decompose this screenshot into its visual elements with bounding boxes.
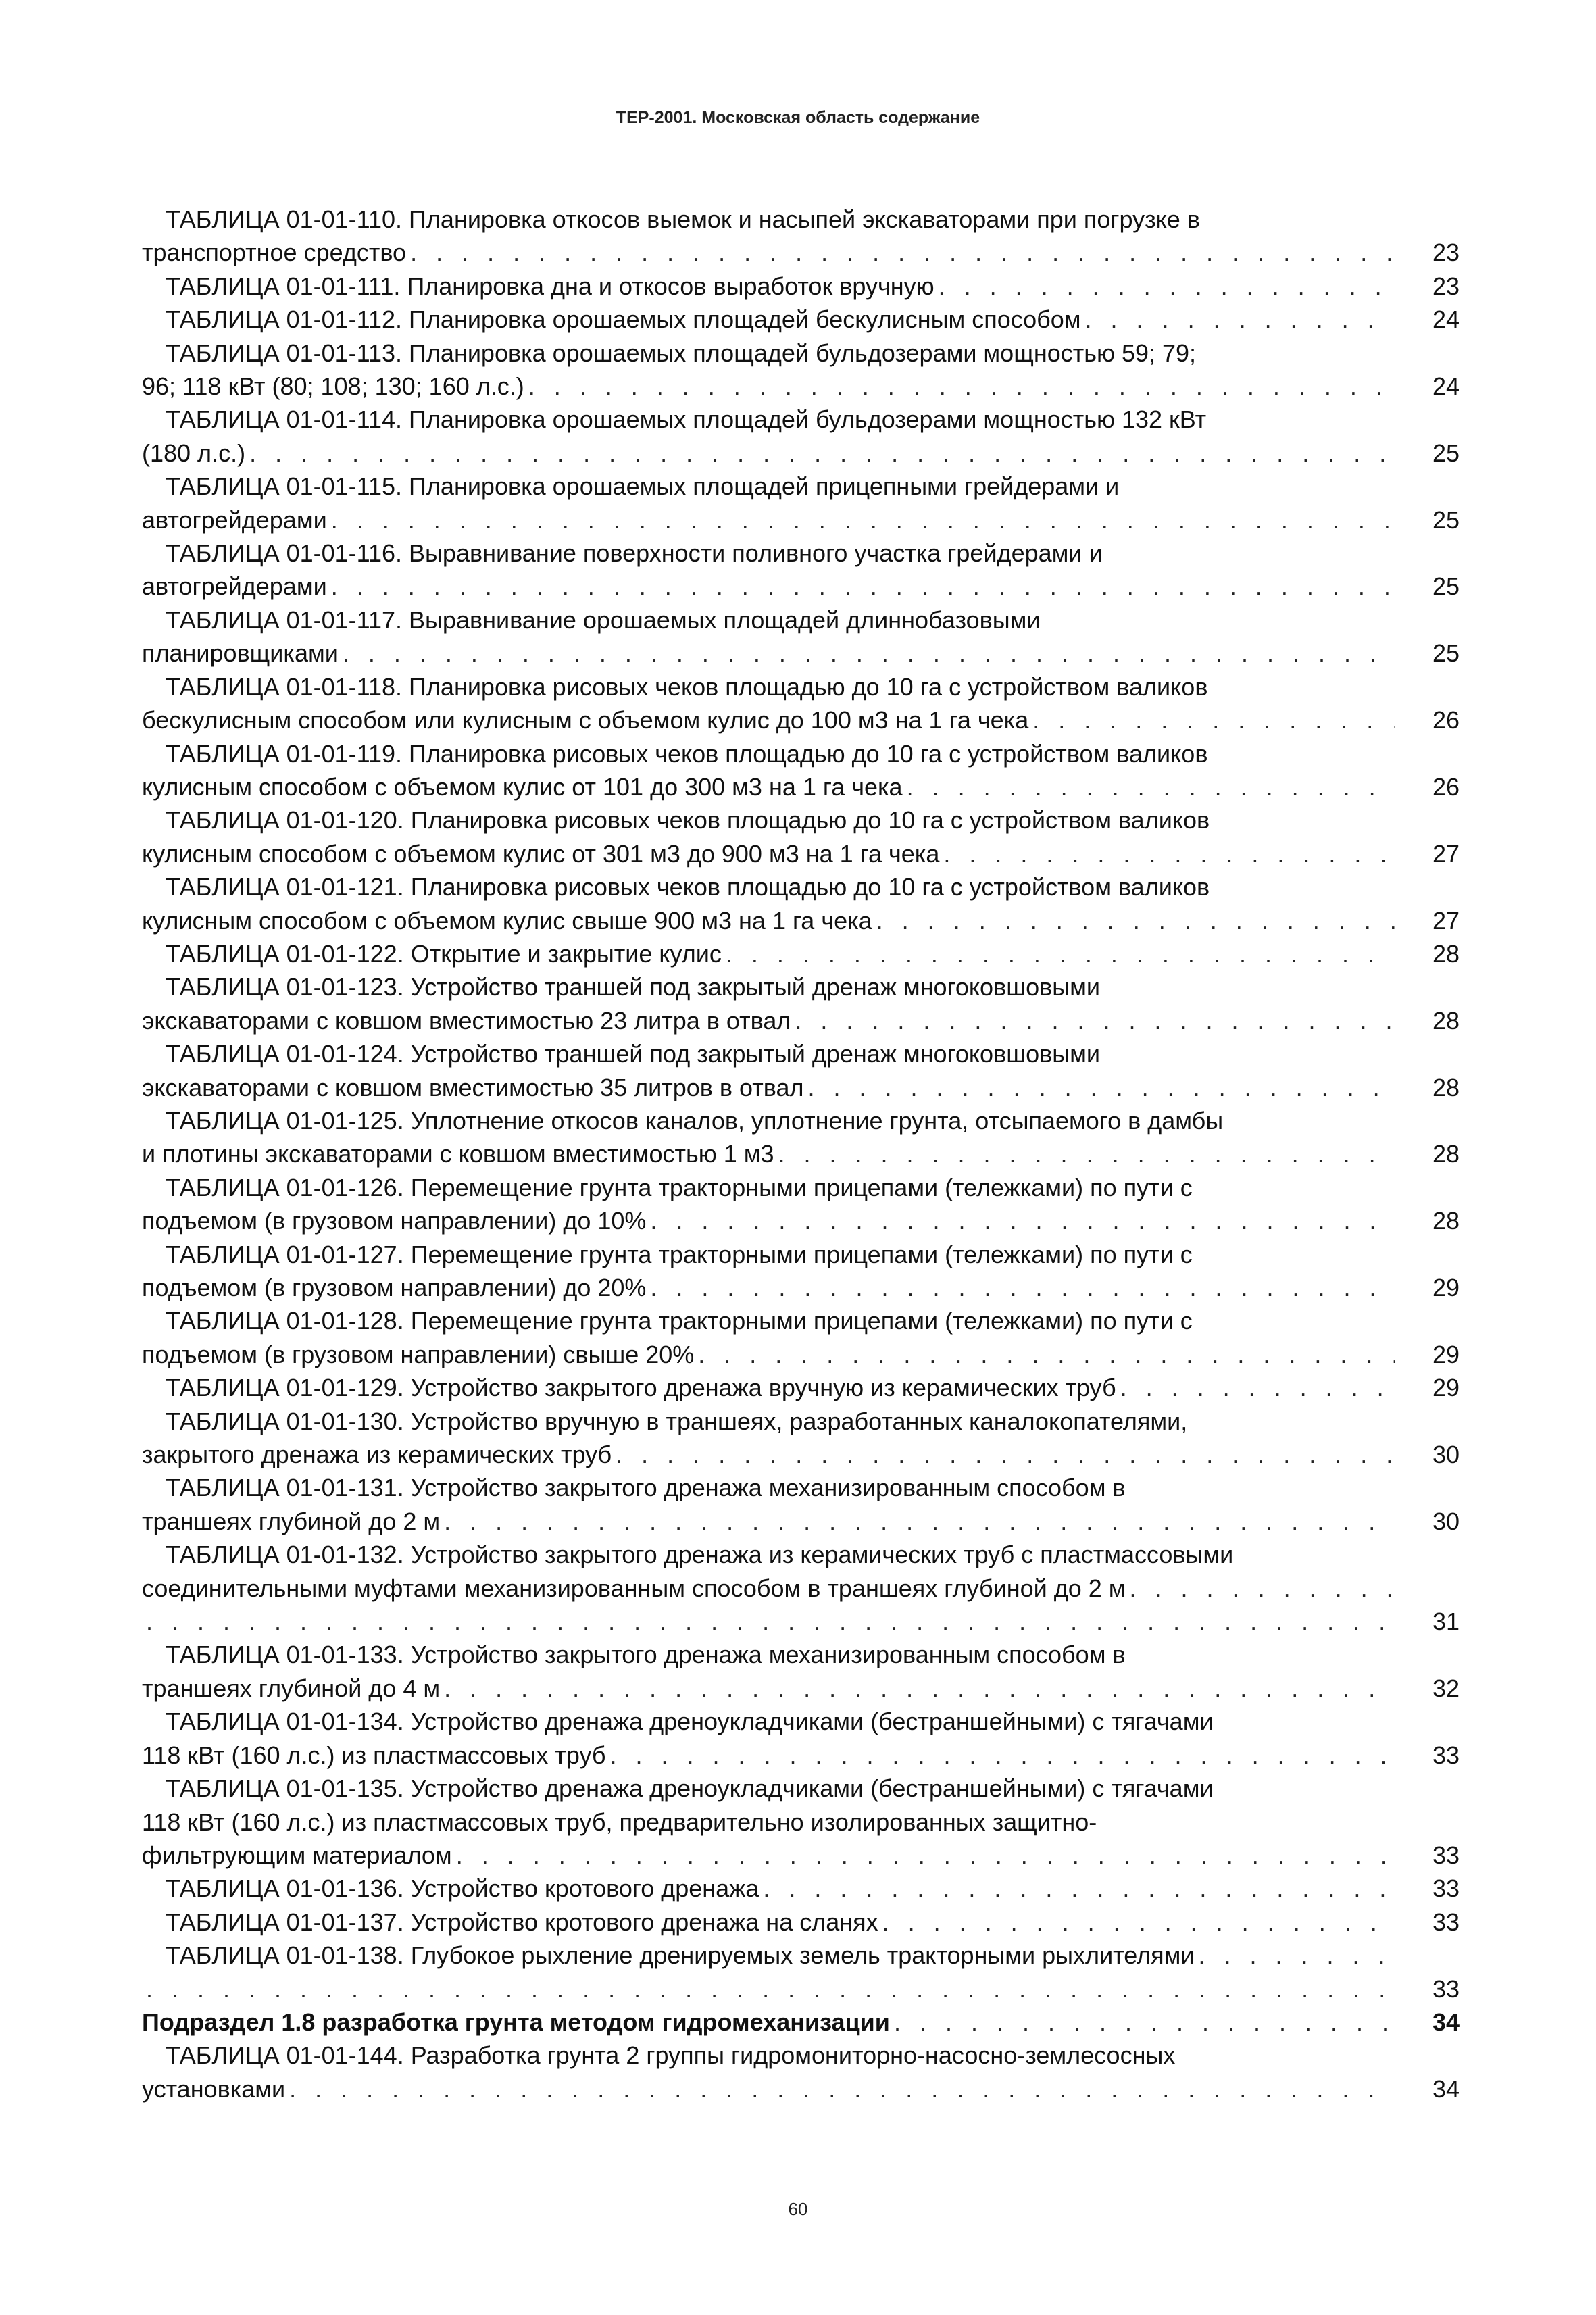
toc-page-number: 33 xyxy=(1432,1741,1460,1769)
toc-entry-text: подъемом (в грузовом направлении) до 20% xyxy=(142,1274,647,1301)
toc-entry-text: фильтрующим материалом xyxy=(142,1841,452,1869)
toc-page-number: 28 xyxy=(1432,1140,1460,1168)
toc-entry-line xyxy=(142,770,1460,803)
toc-entry-text: ТАБЛИЦА 01-01-123. Устройство траншей под закрытый дренаж многоковшовыми xyxy=(166,973,1100,1001)
toc-entry-line xyxy=(142,337,1460,370)
toc-entry-line xyxy=(142,603,1460,637)
toc-entry-text: и плотины экскаваторами с ковшом вместимостью 1 м3 xyxy=(142,1140,774,1168)
dot-leader xyxy=(808,1071,1395,1104)
dot-leader xyxy=(1032,703,1395,737)
toc-entry-line xyxy=(142,1705,1460,1738)
dot-leader xyxy=(1085,303,1395,336)
page-header: ТЕР-2001. Московская область содержание xyxy=(616,108,980,127)
toc-page-number: 33 xyxy=(1432,1841,1460,1869)
dot-leader xyxy=(1130,1572,1395,1605)
toc-page-number: 23 xyxy=(1432,272,1460,300)
toc-page-number: 28 xyxy=(1432,1006,1460,1035)
toc-entry-line xyxy=(142,970,1460,1003)
dot-leader xyxy=(763,1872,1395,1905)
toc-entry-text: ТАБЛИЦА 01-01-121. Планировка рисовых чеков площадью до 10 га с устройством валиков xyxy=(166,873,1210,901)
toc-entry[interactable] xyxy=(142,203,1460,270)
toc-entry-text: ТАБЛИЦА 01-01-131. Устройство закрытого дренажа механизированным способом в xyxy=(166,1474,1126,1502)
toc-entry[interactable] xyxy=(142,970,1460,1037)
toc-entry-text: ТАБЛИЦА 01-01-144. Разработка грунта 2 группы гидромониторно-насосно-землесосных xyxy=(166,2041,1176,2070)
toc-entry[interactable] xyxy=(142,1238,1460,1305)
toc-entry-line xyxy=(142,2039,1460,2072)
toc-entry-text: ТАБЛИЦА 01-01-112. Планировка орошаемых площадей бескулисным способом xyxy=(166,305,1081,334)
dot-leader xyxy=(249,437,1395,470)
toc-entry-line xyxy=(142,737,1460,770)
toc-entry-line xyxy=(142,637,1460,670)
toc-page-number: 30 xyxy=(1432,1441,1460,1469)
toc-page-number: 27 xyxy=(1432,906,1460,935)
toc-entry-text: ТАБЛИЦА 01-01-115. Планировка орошаемых площадей прицепными грейдерами и xyxy=(166,472,1120,501)
toc-entry-text: установками xyxy=(142,2074,286,2103)
toc-page-number: 29 xyxy=(1432,1374,1460,1402)
toc-page-number: 23 xyxy=(1432,239,1460,267)
toc-entry-line xyxy=(142,236,1460,269)
toc-entry-text: ТАБЛИЦА 01-01-138. Глубокое рыхление дренируемых земель тракторными рыхлителями xyxy=(166,1941,1195,1970)
toc-entry-text: кулисным способом с объемом кулис от 301 м3 до 900 м3 на 1 га чека xyxy=(142,839,940,868)
toc-entry-text: ТАБЛИЦА 01-01-111. Планировка дна и откосов выработок вручную xyxy=(166,272,934,300)
toc-page-number: 33 xyxy=(1432,1974,1460,2003)
toc-entry-line xyxy=(142,1137,1460,1170)
toc-entry-text: планировщиками xyxy=(142,639,339,668)
toc-page-number: 31 xyxy=(1432,1608,1460,1636)
dot-leader xyxy=(778,1137,1395,1170)
toc-entry-line xyxy=(142,1939,1460,1972)
dot-leader xyxy=(609,1739,1395,1772)
toc-entry-text: ТАБЛИЦА 01-01-128. Перемещение грунта тракторными прицепами (тележками) по пути с xyxy=(166,1307,1193,1335)
dot-leader xyxy=(410,236,1395,269)
dot-leader xyxy=(528,370,1395,403)
toc-entry[interactable] xyxy=(142,937,1460,970)
toc-entry[interactable] xyxy=(142,403,1460,470)
toc-entry-text: (180 л.с.) xyxy=(142,439,246,467)
dot-leader xyxy=(1198,1939,1395,1972)
toc-entry-line xyxy=(142,1605,1460,1638)
dot-leader xyxy=(726,937,1395,970)
toc-entry-line xyxy=(142,2072,1460,2106)
toc-entry-line xyxy=(142,870,1460,903)
dot-leader xyxy=(616,1438,1395,1471)
toc-page-number: 25 xyxy=(1432,439,1460,467)
toc-entry[interactable] xyxy=(142,1638,1460,1705)
toc-entry-text: траншеях глубиной до 4 м xyxy=(142,1674,441,1702)
toc-entry-text: ТАБЛИЦА 01-01-129. Устройство закрытого дренажа вручную из керамических труб xyxy=(166,1374,1116,1402)
toc-entry-line xyxy=(142,1906,1460,1939)
toc-entry-text: кулисным способом с объемом кулис свыше 900 м3 на 1 га чека xyxy=(142,906,872,935)
toc-entry-text: автогрейдерами xyxy=(142,572,327,601)
toc-entry-line xyxy=(142,1772,1460,1805)
toc-page-number: 30 xyxy=(1432,1507,1460,1535)
toc-entry-text: ТАБЛИЦА 01-01-110. Планировка откосов выемок и насыпей экскаваторами при погрузке в xyxy=(166,205,1200,233)
toc-entry-line xyxy=(142,437,1460,470)
toc-page-number: 27 xyxy=(1432,839,1460,868)
toc-page-number: 25 xyxy=(1432,639,1460,668)
toc-entry[interactable] xyxy=(142,1906,1460,1939)
dot-leader xyxy=(876,904,1395,937)
toc-entry-text: закрытого дренажа из керамических труб xyxy=(142,1441,612,1469)
toc-page-number: 28 xyxy=(1432,1073,1460,1101)
toc-entry-line xyxy=(142,403,1460,436)
toc-entry[interactable] xyxy=(142,1037,1460,1104)
toc-entry-text: ТАБЛИЦА 01-01-122. Открытие и закрытие кулис xyxy=(166,939,722,968)
toc-entry-line xyxy=(142,904,1460,937)
toc-entry-line xyxy=(142,1872,1460,1905)
toc-entry-line xyxy=(142,1839,1460,1872)
toc-entry-text: ТАБЛИЦА 01-01-116. Выравнивание поверхности поливного участка грейдерами и xyxy=(166,539,1103,568)
toc-entry-line xyxy=(142,1004,1460,1037)
dot-leader xyxy=(331,503,1395,537)
dot-leader xyxy=(146,1605,1395,1638)
toc-entry[interactable] xyxy=(142,670,1460,737)
toc-entry[interactable] xyxy=(142,1538,1460,1638)
toc-page-number: 25 xyxy=(1432,572,1460,601)
dot-leader xyxy=(444,1672,1395,1705)
toc-entry-line xyxy=(142,1171,1460,1204)
toc-page-number: 28 xyxy=(1432,939,1460,968)
toc-entry-line xyxy=(142,803,1460,837)
toc-entry-line xyxy=(142,1104,1460,1137)
toc-entry-text: 118 кВт (160 л.с.) из пластмассовых труб, предварительно изолированных защитно- xyxy=(142,1808,1097,1836)
dot-leader xyxy=(650,1271,1395,1304)
toc-page-number: 33 xyxy=(1432,1874,1460,1903)
toc-page-number: 25 xyxy=(1432,505,1460,534)
toc-entry-line xyxy=(142,703,1460,737)
toc-entry[interactable] xyxy=(142,1872,1460,1905)
toc-entry-line xyxy=(142,537,1460,570)
toc-entry-text: экскаваторами с ковшом вместимостью 35 литров в отвал xyxy=(142,1073,804,1101)
toc-entry-text: траншеях глубиной до 2 м xyxy=(142,1507,441,1535)
toc-entry-text: ТАБЛИЦА 01-01-136. Устройство кротового дренажа xyxy=(166,1874,759,1903)
toc-entry-line xyxy=(142,1238,1460,1271)
toc-entry[interactable] xyxy=(142,1371,1460,1404)
toc-page-number: 29 xyxy=(1432,1274,1460,1301)
toc-page-number: 32 xyxy=(1432,1674,1460,1702)
toc-entry[interactable] xyxy=(142,2039,1460,2106)
toc-entry-line xyxy=(142,1271,1460,1304)
toc-page-number: 26 xyxy=(1432,772,1460,801)
toc-entry-line xyxy=(142,1638,1460,1671)
toc-entry[interactable] xyxy=(142,337,1460,403)
toc-entry[interactable] xyxy=(142,803,1460,870)
toc-entry-text: экскаваторами с ковшом вместимостью 23 литра в отвал xyxy=(142,1006,791,1035)
toc-entry-text: транспортное средство xyxy=(142,239,407,267)
toc-entry-line xyxy=(142,1037,1460,1070)
table-of-contents xyxy=(142,203,1460,2106)
toc-entry-line xyxy=(142,1471,1460,1504)
toc-page-number: 28 xyxy=(1432,1207,1460,1235)
toc-entry-line xyxy=(142,1972,1460,2006)
toc-entry-line xyxy=(142,1071,1460,1104)
toc-entry-text: ТАБЛИЦА 01-01-127. Перемещение грунта тракторными прицепами (тележками) по пути с xyxy=(166,1240,1193,1268)
toc-entry-text: соединительными муфтами механизированным способом в траншеях глубиной до 2 м xyxy=(142,1574,1126,1602)
toc-entry-line xyxy=(142,470,1460,503)
toc-page-number: 29 xyxy=(1432,1340,1460,1368)
toc-entry[interactable] xyxy=(142,1304,1460,1371)
toc-entry[interactable] xyxy=(142,1772,1460,1872)
toc-entry-text: кулисным способом с объемом кулис от 101 до 300 м3 на 1 га чека xyxy=(142,772,903,801)
dot-leader xyxy=(444,1505,1395,1538)
toc-entry-text: ТАБЛИЦА 01-01-124. Устройство траншей под закрытый дренаж многоковшовыми xyxy=(166,1040,1100,1068)
toc-entry-line xyxy=(142,1672,1460,1705)
toc-entry-text: 96; 118 кВт (80; 108; 130; 160 л.с.) xyxy=(142,372,524,401)
toc-entry-line xyxy=(142,1338,1460,1371)
toc-entry-line xyxy=(142,1538,1460,1571)
toc-entry-line xyxy=(142,303,1460,336)
toc-entry-line xyxy=(142,1304,1460,1337)
toc-entry-text: ТАБЛИЦА 01-01-119. Планировка рисовых чеков площадью до 10 га с устройством валиков xyxy=(166,739,1208,768)
toc-entry-line xyxy=(142,203,1460,236)
toc-entry-text: ТАБЛИЦА 01-01-135. Устройство дренажа дреноукладчиками (бестраншейными) с тягачами xyxy=(166,1774,1214,1803)
toc-entry-text: ТАБЛИЦА 01-01-120. Планировка рисовых чеков площадью до 10 га с устройством валиков xyxy=(166,806,1210,835)
toc-entry-text: автогрейдерами xyxy=(142,505,327,534)
toc-entry-text: подъемом (в грузовом направлении) до 10% xyxy=(142,1207,647,1235)
toc-entry-line xyxy=(142,570,1460,603)
toc-page-number: 24 xyxy=(1432,372,1460,401)
toc-entry-text: ТАБЛИЦА 01-01-137. Устройство кротового дренажа на сланях xyxy=(166,1908,878,1936)
toc-page-number: 24 xyxy=(1432,305,1460,334)
toc-entry[interactable] xyxy=(142,1405,1460,1472)
dot-leader xyxy=(943,837,1395,870)
toc-entry-line xyxy=(142,2006,1460,2039)
dot-leader xyxy=(456,1839,1395,1872)
dot-leader xyxy=(795,1004,1395,1037)
dot-leader xyxy=(1120,1371,1395,1404)
dot-leader xyxy=(289,2072,1395,2106)
toc-entry-line xyxy=(142,1806,1460,1839)
toc-entry-text: ТАБЛИЦА 01-01-118. Планировка рисовых чеков площадью до 10 га с устройством валиков xyxy=(166,672,1208,701)
dot-leader xyxy=(882,1906,1395,1939)
toc-entry[interactable] xyxy=(142,1471,1460,1538)
toc-section-heading[interactable] xyxy=(142,2006,1460,2039)
dot-leader xyxy=(894,2006,1395,2039)
toc-entry-text: ТАБЛИЦА 01-01-134. Устройство дренажа дреноукладчиками (бестраншейными) с тягачами xyxy=(166,1708,1214,1736)
toc-entry[interactable] xyxy=(142,870,1460,937)
toc-entry[interactable] xyxy=(142,1104,1460,1171)
dot-leader xyxy=(146,1972,1395,2006)
toc-entry[interactable] xyxy=(142,1171,1460,1238)
dot-leader xyxy=(939,270,1395,303)
toc-entry-line xyxy=(142,1739,1460,1772)
dot-leader xyxy=(698,1338,1395,1371)
toc-entry-text: подъемом (в грузовом направлении) свыше 20% xyxy=(142,1340,695,1368)
toc-entry[interactable] xyxy=(142,270,1460,303)
toc-entry[interactable] xyxy=(142,603,1460,670)
toc-entry-text: ТАБЛИЦА 01-01-125. Уплотнение откосов каналов, уплотнение грунта, отсыпаемого в дамбы xyxy=(166,1106,1224,1135)
toc-entry-line xyxy=(142,370,1460,403)
toc-page-number: 34 xyxy=(1432,2074,1460,2103)
toc-entry-text: ТАБЛИЦА 01-01-130. Устройство вручную в траншеях, разработанных каналокопателями, xyxy=(166,1407,1188,1435)
toc-entry[interactable] xyxy=(142,1939,1460,2006)
toc-entry-line xyxy=(142,1438,1460,1471)
toc-entry-text: ТАБЛИЦА 01-01-133. Устройство закрытого дренажа механизированным способом в xyxy=(166,1641,1126,1669)
toc-entry-text: 118 кВт (160 л.с.) из пластмассовых труб xyxy=(142,1741,606,1769)
toc-entry-line xyxy=(142,1572,1460,1605)
toc-entry[interactable] xyxy=(142,537,1460,603)
toc-entry-text: ТАБЛИЦА 01-01-126. Перемещение грунта тракторными прицепами (тележками) по пути с xyxy=(166,1173,1193,1201)
dot-leader xyxy=(907,770,1395,803)
toc-entry-text: ТАБЛИЦА 01-01-117. Выравнивание орошаемых площадей длиннобазовыми xyxy=(166,605,1041,634)
page-number: 60 xyxy=(788,2199,808,2219)
toc-entry-text: ТАБЛИЦА 01-01-113. Планировка орошаемых площадей бульдозерами мощностью 59; 79; xyxy=(166,339,1197,367)
toc-entry[interactable] xyxy=(142,1705,1460,1772)
toc-entry-text: ТАБЛИЦА 01-01-114. Планировка орошаемых площадей бульдозерами мощностью 132 кВт xyxy=(166,405,1207,434)
toc-page-number: 34 xyxy=(1432,2008,1460,2036)
toc-entry-line xyxy=(142,1505,1460,1538)
dot-leader xyxy=(331,570,1395,603)
toc-entry-line xyxy=(142,837,1460,870)
toc-entry-line xyxy=(142,1371,1460,1404)
toc-entry-line xyxy=(142,1405,1460,1438)
toc-entry-line xyxy=(142,503,1460,537)
toc-page-number: 26 xyxy=(1432,706,1460,735)
dot-leader xyxy=(650,1204,1395,1237)
toc-entry-text: ТАБЛИЦА 01-01-132. Устройство закрытого дренажа из керамических труб с пластмассовыми xyxy=(166,1541,1234,1569)
toc-entry-line xyxy=(142,270,1460,303)
toc-entry[interactable] xyxy=(142,470,1460,537)
toc-entry[interactable] xyxy=(142,737,1460,804)
toc-entry[interactable] xyxy=(142,303,1460,336)
dot-leader xyxy=(343,637,1395,670)
toc-entry-text: бескулисным способом или кулисным с объемом кулис до 100 м3 на 1 га чека xyxy=(142,706,1029,735)
toc-page-number: 33 xyxy=(1432,1908,1460,1936)
toc-entry-line xyxy=(142,670,1460,703)
toc-entry-line xyxy=(142,1204,1460,1237)
toc-entry-text: Подраздел 1.8 разработка грунта методом гидромеханизации xyxy=(142,2008,890,2036)
toc-entry-line xyxy=(142,937,1460,970)
